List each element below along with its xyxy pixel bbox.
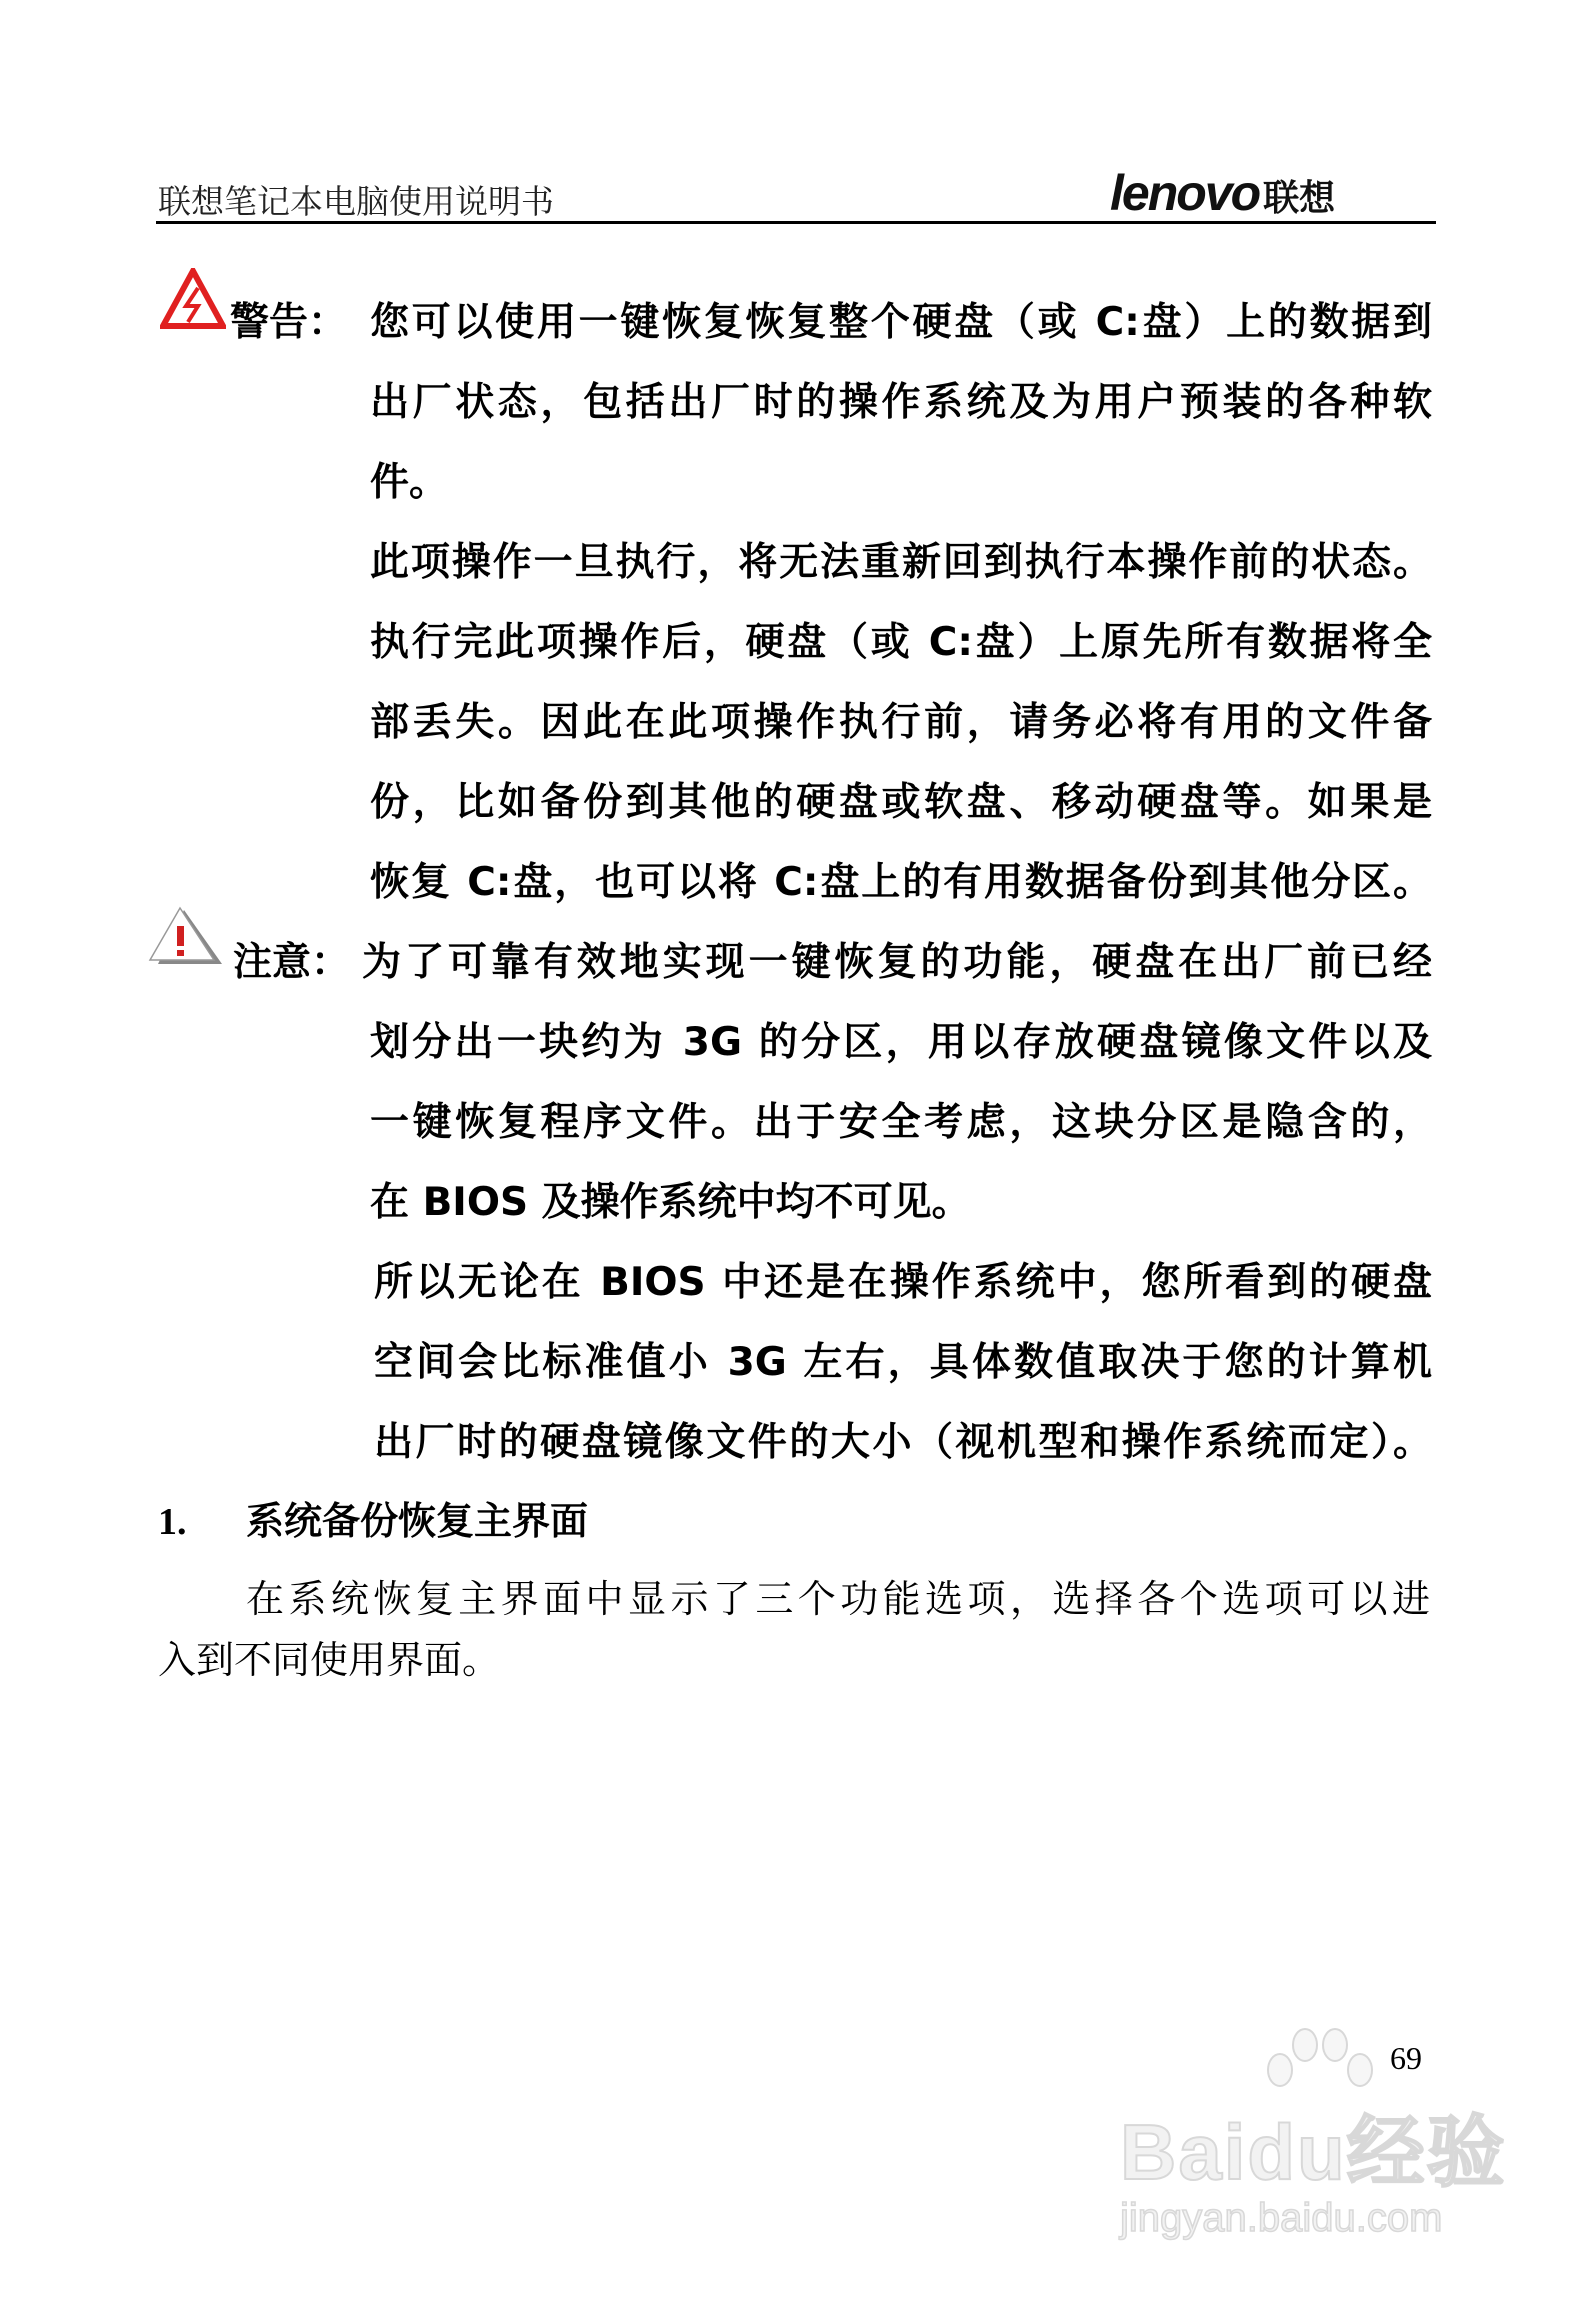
lenovo-logo: lenovo 联想 (1110, 165, 1336, 221)
page-number: 69 (1390, 2040, 1422, 2076)
warning-label: 警告： (230, 300, 348, 345)
paw-icon (1250, 2020, 1390, 2110)
lightning-warning-icon (160, 268, 226, 330)
warning-line: 件。 (370, 460, 449, 505)
warning-line: 您可以使用一键恢复恢复整个硬盘（或 C:盘）上的数据到 (370, 300, 1432, 345)
exclamation-triangle-icon (148, 906, 228, 968)
header-divider (156, 221, 1436, 224)
note-line: 划分出一块约为 3G 的分区，用以存放硬盘镜像文件以及 (370, 1020, 1432, 1065)
warning-line: 此项操作一旦执行，将无法重新回到执行本操作前的状态。 (370, 540, 1432, 585)
note-line: 为了可靠有效地实现一键恢复的功能，硬盘在出厂前已经 (362, 940, 1432, 985)
note-line: 一键恢复程序文件。出于安全考虑，这块分区是隐含的， (370, 1100, 1432, 1145)
note-line: 所以无论在 BIOS 中还是在操作系统中，您所看到的硬盘 (374, 1260, 1432, 1305)
note-line: 空间会比标准值小 3G 左右，具体数值取决于您的计算机 (374, 1340, 1432, 1385)
body-line: 入到不同使用界面。 (158, 1638, 501, 1682)
body-line: 在系统恢复主界面中显示了三个功能选项，选择各个选项可以进 (246, 1577, 1430, 1621)
warning-line: 恢复 C:盘，也可以将 C:盘上的有用数据备份到其他分区。 (370, 860, 1432, 905)
baidu-watermark: Baidu经验 jingyan.baidu.com (1120, 2090, 1507, 2241)
note-line: 在 BIOS 及操作系统中均不可见。 (370, 1180, 971, 1225)
section-heading: 1. 系统备份恢复主界面 (158, 1499, 589, 1543)
note-label: 注意： (233, 940, 351, 985)
warning-line: 出厂状态，包括出厂时的操作系统及为用户预装的各种软 (370, 380, 1432, 425)
note-line: 出厂时的硬盘镜像文件的大小（视机型和操作系统而定）。 (374, 1420, 1432, 1465)
warning-line: 部丢失。因此在此项操作执行前，请务必将有用的文件备 (370, 700, 1432, 745)
warning-line: 份，比如备份到其他的硬盘或软盘、移动硬盘等。如果是 (370, 780, 1432, 825)
warning-line: 执行完此项操作后，硬盘（或 C:盘）上原先所有数据将全 (370, 620, 1432, 665)
manual-title: 联想笔记本电脑使用说明书 (158, 182, 554, 221)
